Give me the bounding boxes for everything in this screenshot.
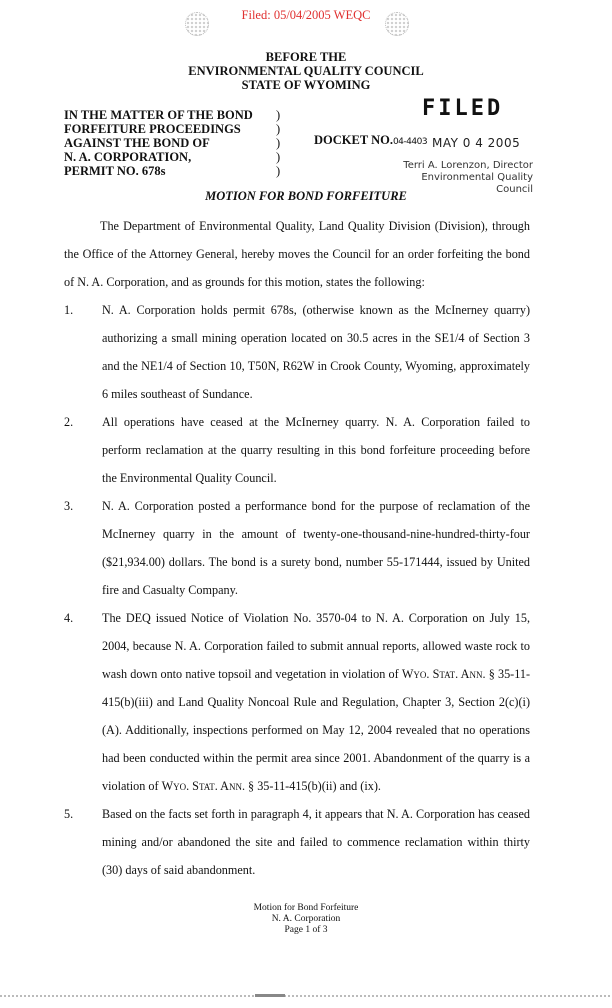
intro-paragraph: The Department of Environmental Quality, Land Quality Division (Division), through the Office of the Attorney General, hereby moves the Council for an order forfeiting the bond of N. A. Corporation, and as grounds for this motion, states the following:	[64, 219, 530, 289]
numbered-paragraph	[102, 604, 530, 800]
item-number: 1.	[64, 303, 74, 317]
heading-line: BEFORE THE	[265, 50, 347, 64]
para-text: § 35-11-415(b)(iii) and Land Quality Noncoal Rule and Regulation, Chapter 3, Section 2(c)(i)(A). Additionally, inspections performed on May 12, 2004 revealed that no operations had been conducted within the permit area since 2001. Abandonment of the quarry is a violation of	[102, 667, 531, 793]
para-text: The DEQ issued Notice of Violation No. 3570-04 to N. A. Corporation on July 15, 2004, because N. A. Corporation failed to submit annual reports, allowed waste rock to wash down onto native topsoil and vegetation in violation of	[102, 611, 530, 681]
caption-line: PERMIT NO. 678s	[64, 164, 166, 178]
paren: )	[276, 136, 281, 150]
paren: )	[276, 108, 281, 122]
item-number: 2.	[64, 415, 74, 429]
received-stamp-date: MAY 0 4 2005	[432, 136, 521, 150]
numbered-paragraph: Based on the facts set forth in paragraph 4, it appears that N. A. Corporation has ceased mining and/or abandoned the site and failed to commence reclamation within thirty (30) days of said abandonment.	[102, 807, 530, 877]
docket-number	[314, 133, 427, 148]
page-footer	[0, 903, 612, 936]
numbered-paragraph: N. A. Corporation posted a performance bond for the purpose of reclamation of the McInerney quarry in the amount of twenty-one-thousand-nine-hundred-thirty-four ($21,934.00) dollars. The bond is a surety bond, number 55-171444, issued by United fire and Casualty Company.	[102, 499, 530, 597]
received-stamp-filed: FILED	[422, 96, 504, 121]
caption-line: N. A. CORPORATION,	[64, 150, 192, 164]
court-heading	[0, 50, 612, 92]
filed-header-stamp: Filed: 05/04/2005 WEQC	[241, 8, 371, 22]
heading-line: STATE OF WYOMING	[241, 78, 371, 92]
docket-label: DOCKET NO.	[314, 133, 393, 147]
caption-line: IN THE MATTER OF THE BOND	[64, 108, 253, 122]
item-number: 4.	[64, 611, 74, 625]
case-caption	[64, 108, 253, 178]
paren: )	[276, 164, 281, 178]
caption-line: FORFEITURE PROCEEDINGS	[64, 122, 241, 136]
paren: )	[276, 122, 281, 136]
numbered-paragraph: All operations have ceased at the McInerney quarry. N. A. Corporation failed to perform reclamation at the quarry resulting in this bond forfeiture proceeding before the Environmental Quality Council.	[102, 415, 530, 485]
paren: )	[276, 150, 281, 164]
item-number: 3.	[64, 499, 74, 513]
heading-line: ENVIRONMENTAL QUALITY COUNCIL	[188, 64, 424, 78]
numbered-paragraph: N. A. Corporation holds permit 678s, (otherwise known as the McInerney quarry) authorizing a small mining operation located on 30.5 acres in the SE1/4 of Section 3 and the NE1/4 of Section 10, T50N, R62W in Crook County, Wyoming, approximately 6 miles southeast of Sundance.	[102, 303, 530, 401]
statute-citation: Wyo. Stat. Ann.	[401, 667, 486, 681]
caption-line: AGAINST THE BOND OF	[64, 136, 210, 150]
scan-edge-line	[0, 995, 612, 997]
para-text: § 35-11-415(b)(ii) and (ix).	[245, 779, 381, 793]
scan-mark	[255, 994, 285, 997]
caption-parentheses	[276, 108, 280, 178]
page-number: Page 1 of 3	[284, 925, 328, 935]
item-number: 5.	[64, 807, 74, 821]
document-title: MOTION FOR BOND FORFEITURE	[205, 189, 407, 203]
stamp-org: Environmental Quality Council	[421, 172, 533, 195]
footer-line: N. A. Corporation	[271, 914, 341, 924]
docket-value: 04-4403	[392, 137, 428, 147]
statute-citation: Wyo. Stat. Ann.	[161, 779, 245, 793]
stamp-director: Terri A. Lorenzon, Director	[403, 160, 533, 171]
footer-line: Motion for Bond Forfeiture	[253, 903, 359, 913]
